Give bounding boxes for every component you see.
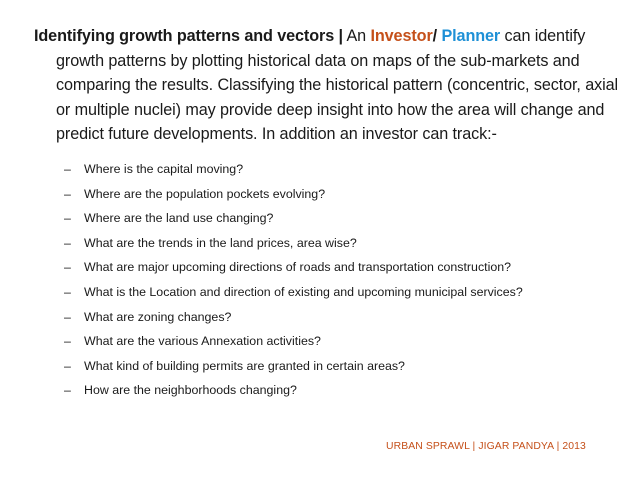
planner-label: Planner: [441, 27, 501, 45]
bullet-dash: –: [64, 211, 71, 226]
list-item-text: What is the Location and direction of existing and upcoming municipal services?: [84, 284, 523, 299]
intro-body-text: can identify growth patterns by plotting historical data on maps of the sub-markets and comparing the results. Classifying the historical pattern (concentric, sector, axial or multiple nuclei) may provide deep insight into how the area will change and predict future developments. In addition an investor can track:-: [56, 27, 619, 143]
investor-label: Investor: [370, 27, 433, 45]
list-item-text: Where is the capital moving?: [84, 162, 244, 176]
section-heading: Identifying growth patterns and vectors |: [34, 27, 343, 45]
bullet-dash: –: [64, 309, 71, 324]
bullet-dash: –: [64, 358, 71, 373]
list-item: [56, 231, 616, 256]
list-item: [56, 280, 616, 305]
list-item: [56, 206, 616, 231]
bullet-dash: –: [64, 162, 71, 176]
intro-paragraph: [34, 24, 636, 147]
bullet-dash: –: [64, 260, 71, 275]
bullet-dash: –: [64, 186, 71, 201]
slash-separator: /: [432, 27, 438, 45]
list-item-text: What are zoning changes?: [84, 309, 232, 324]
list-item: [56, 329, 616, 354]
bullet-dash: –: [64, 383, 71, 398]
list-item: [56, 354, 616, 379]
list-item: [56, 182, 616, 207]
list-item: [56, 305, 616, 330]
list-item-text: What kind of building permits are granted in certain areas?: [84, 358, 405, 373]
list-item: [56, 255, 616, 280]
list-item-text: What are the trends in the land prices, area wise?: [84, 235, 357, 250]
list-item-text: What are major upcoming directions of roads and transportation construction?: [84, 260, 512, 275]
slide-footer: URBAN SPRAWL | JIGAR PANDYA | 2013: [386, 441, 586, 452]
list-item-text: Where are the land use changing?: [84, 211, 274, 226]
list-item: [56, 157, 616, 182]
bullet-dash: –: [64, 334, 71, 349]
intro-an-text: An: [346, 27, 367, 45]
list-item-text: What are the various Annexation activities?: [84, 334, 321, 349]
question-list: [56, 157, 616, 403]
bullet-dash: –: [64, 235, 71, 250]
list-item: [56, 378, 616, 403]
bullet-dash: –: [64, 284, 71, 299]
list-item-text: Where are the population pockets evolving?: [84, 186, 326, 201]
list-item-text: How are the neighborhoods changing?: [84, 383, 297, 398]
